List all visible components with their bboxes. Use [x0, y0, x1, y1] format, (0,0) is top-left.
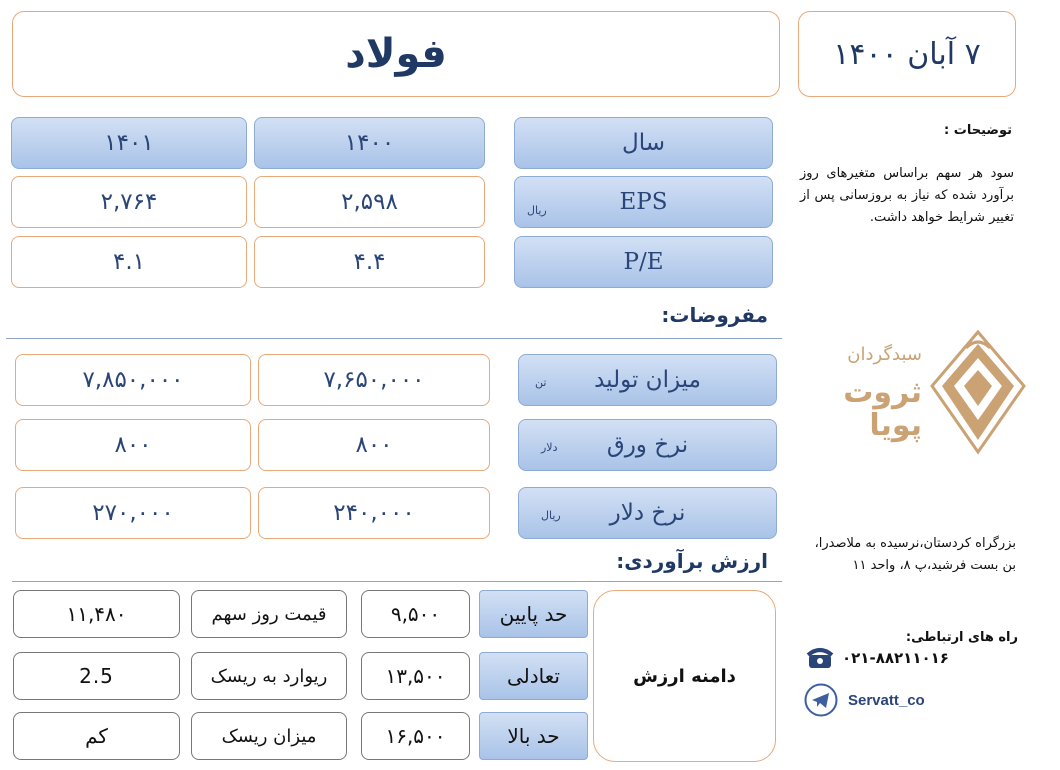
risk-label-cell: [191, 712, 347, 760]
title-box: [12, 11, 780, 97]
sheet-rate-1401-value: ۸۰۰: [114, 432, 152, 458]
eps-1401-cell: [11, 176, 247, 228]
row-label-pe: [514, 236, 773, 288]
high-label-cell: [479, 712, 588, 760]
dollar-rate-label: نرخ دلار: [609, 500, 686, 526]
eps-1401-value: ۲,۷۶۴: [100, 189, 158, 215]
price-value-cell: [13, 590, 180, 638]
reward-label: ریوارد به ریسک: [210, 665, 328, 687]
fair-label-cell: [479, 652, 588, 700]
year-1400-value: ۱۴۰۰: [344, 130, 395, 156]
assumptions-title: مفروضات:: [661, 303, 768, 327]
year-1400-cell: [254, 117, 485, 169]
valuation-divider: [12, 581, 782, 582]
dollar-rate-1400-cell: [258, 487, 490, 539]
value-range-label: دامنه ارزش: [633, 665, 736, 687]
eps-unit: ریال: [527, 204, 547, 217]
notes-title: توضیحات :: [944, 123, 1012, 138]
reward-value: 2.5: [79, 664, 114, 688]
notes-text: سود هر سهم براساس متغیرهای روز برآورد شده که نیاز به بروزسانی پس از تغییر شرایط خواهد داشت.: [800, 166, 1014, 226]
sheet-rate-label-cell: [518, 419, 777, 471]
risk-value: کم: [85, 724, 108, 748]
dollar-rate-label-cell: [518, 487, 777, 539]
sheet-rate-1401-cell: [15, 419, 251, 471]
dollar-rate-unit: ریال: [541, 509, 561, 522]
high-value: ۱۶,۵۰۰: [385, 724, 446, 748]
price-label: قیمت روز سهم: [211, 603, 327, 625]
production-1400-cell: [258, 354, 490, 406]
page-title: فولاد: [345, 31, 447, 77]
logo-main-text: ثروت پویا: [843, 375, 922, 443]
high-value-cell: [361, 712, 470, 760]
production-1401-cell: [15, 354, 251, 406]
sheet-rate-unit: دلار: [541, 441, 558, 454]
company-logo: [808, 328, 1028, 458]
sheet-rate-label: نرخ ورق: [606, 432, 689, 458]
valuation-title: ارزش برآوردی:: [616, 549, 768, 573]
price-value: ۱۱,۴۸۰: [66, 602, 127, 626]
reward-label-cell: [191, 652, 347, 700]
fair-value-cell: [361, 652, 470, 700]
phone-icon: [806, 647, 834, 669]
eps-label: EPS: [619, 189, 668, 215]
pe-1400-cell: [254, 236, 485, 288]
sheet-rate-1400-cell: [258, 419, 490, 471]
sheet-rate-1400-value: ۸۰۰: [355, 432, 393, 458]
telegram-row[interactable]: [804, 682, 994, 718]
low-value: ۹,۵۰۰: [390, 602, 441, 626]
assumptions-divider: [6, 338, 782, 339]
report-date: ۷ آبان ۱۴۰۰: [833, 36, 981, 72]
dollar-rate-1401-value: ۲۷۰,۰۰۰: [92, 500, 174, 526]
eps-1400-value: ۲,۵۹۸: [341, 189, 398, 215]
phone-row[interactable]: [806, 644, 976, 672]
risk-value-cell: [13, 712, 180, 760]
low-label: حد پایین: [499, 602, 568, 626]
risk-label: میزان ریسک: [221, 725, 317, 747]
dollar-rate-1401-cell: [15, 487, 251, 539]
production-unit: تن: [535, 376, 547, 389]
logo-top-text: سبدگردان: [847, 344, 922, 365]
contact-title: راه های ارتباطی:: [905, 630, 1018, 645]
diamond-logo-icon: [928, 328, 1028, 456]
row-label-year: [514, 117, 773, 169]
fair-label: تعادلی: [507, 664, 560, 688]
address-text: بزرگراه کردستان،نرسیده به ملاصدرا، بن بست فرشید،پ ۸، واحد ۱۱: [814, 536, 1016, 574]
eps-1400-cell: [254, 176, 485, 228]
year-1401-cell: [11, 117, 247, 169]
telegram-icon: [804, 683, 838, 717]
pe-1400-value: ۴.۴: [353, 249, 386, 275]
fair-value: ۱۳,۵۰۰: [385, 664, 446, 688]
low-label-cell: [479, 590, 588, 638]
pe-1401-cell: [11, 236, 247, 288]
date-box: [798, 11, 1016, 97]
production-label-cell: [518, 354, 777, 406]
telegram-handle[interactable]: Servatt_co: [848, 691, 925, 709]
pe-1401-value: ۴.۱: [112, 249, 146, 275]
dollar-rate-1400-value: ۲۴۰,۰۰۰: [333, 500, 415, 526]
reward-value-cell: [13, 652, 180, 700]
row-label-eps: [514, 176, 773, 228]
pe-label: P/E: [623, 249, 664, 275]
high-label: حد بالا: [507, 724, 560, 748]
year-label: سال: [622, 130, 665, 156]
year-1401-value: ۱۴۰۱: [104, 130, 154, 156]
production-1400-value: ۷,۶۵۰,۰۰۰: [323, 367, 425, 393]
low-value-cell: [361, 590, 470, 638]
phone-number[interactable]: ۰۲۱-۸۸۲۱۱۰۱۶: [842, 649, 949, 667]
price-label-cell: [191, 590, 347, 638]
production-1401-value: ۷,۸۵۰,۰۰۰: [82, 367, 184, 393]
production-label: میزان تولید: [594, 367, 701, 393]
value-range-box: [593, 590, 776, 762]
